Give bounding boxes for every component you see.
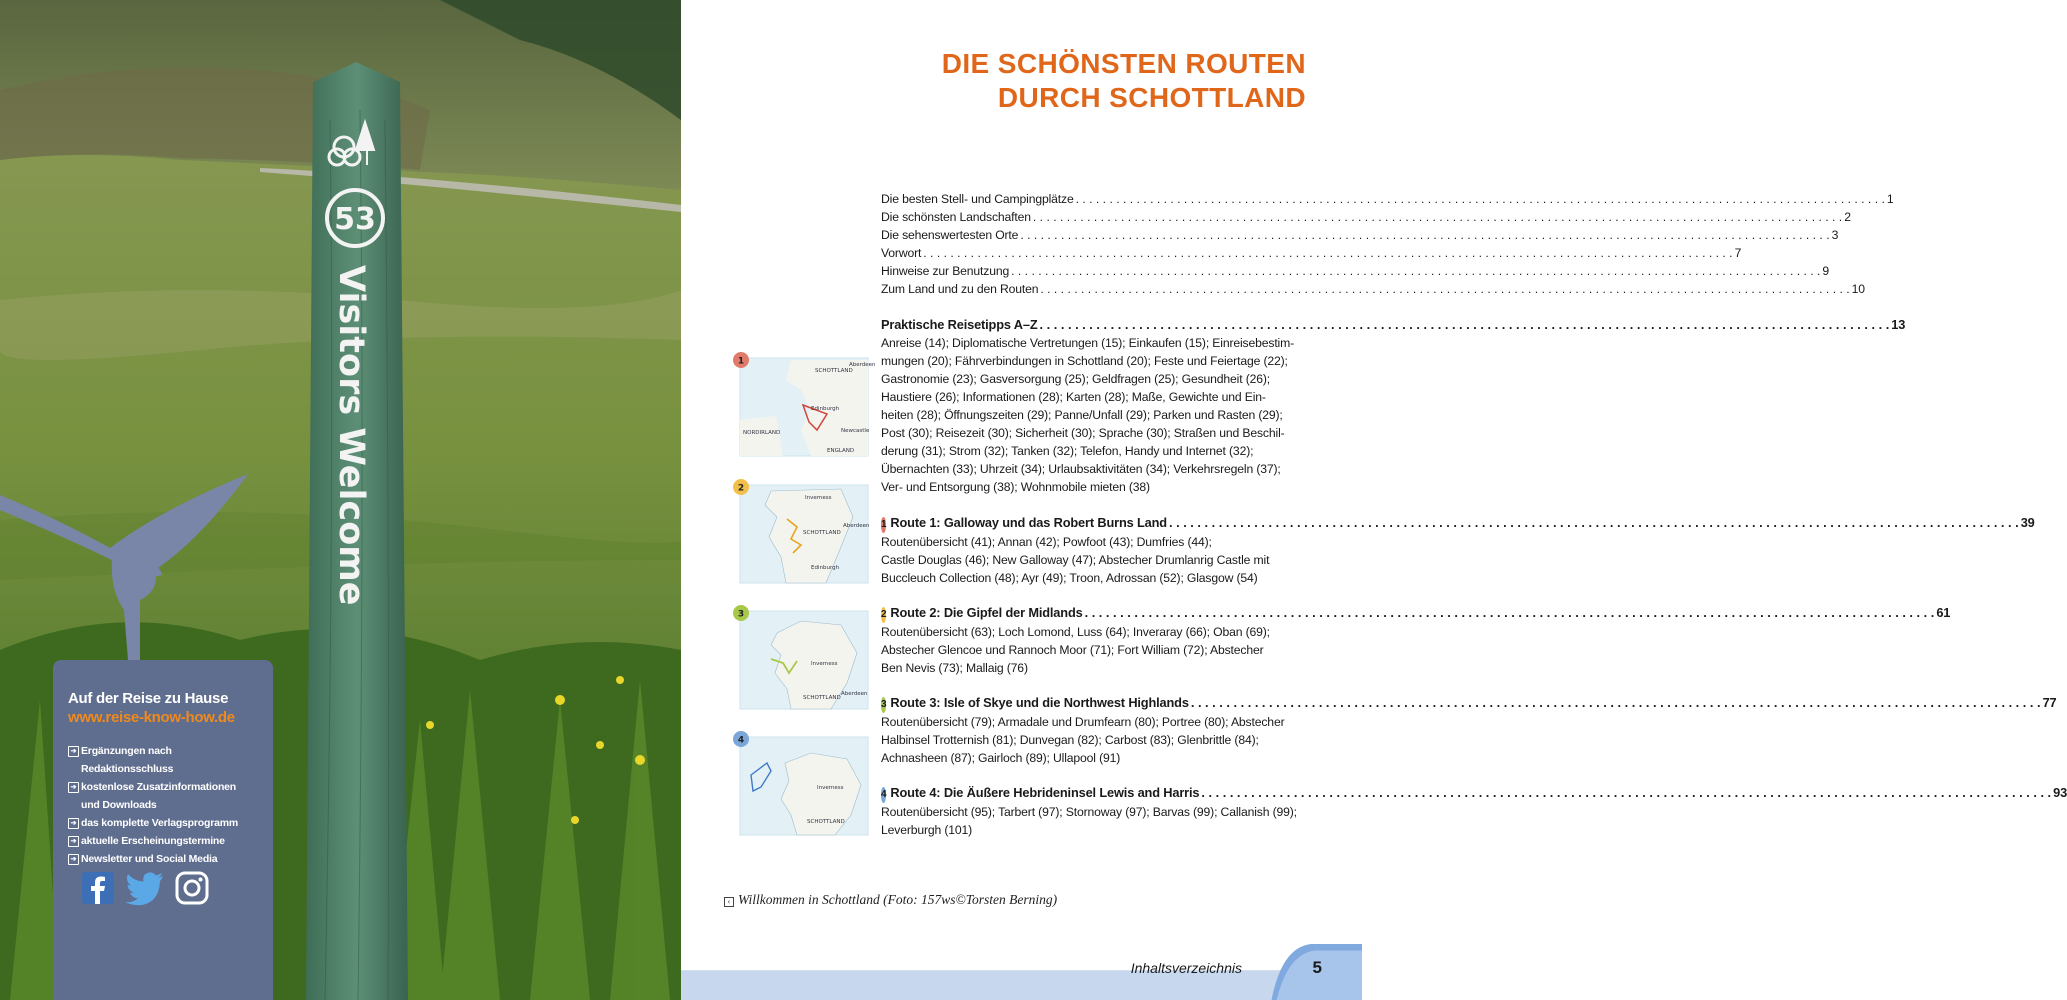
page-number: 5	[1312, 958, 1322, 977]
promo-item: ➔ das komplette Verlagsprogramm	[68, 814, 259, 832]
toc-entry-page: 2	[1844, 210, 1851, 224]
promo-url-link[interactable]: www.reise-know-how.de	[68, 709, 235, 726]
route-heading-label: Route 3: Isle of Skye und die Northwest Highlands	[890, 695, 1189, 710]
toc-detail-line: Routenübersicht (79); Armadale und Drumfearn (80); Portree (80); Abstecher	[881, 715, 1285, 729]
map-label: ENGLAND	[827, 448, 855, 454]
map-label: Edinburgh	[811, 565, 840, 571]
route-number-badge: 2	[881, 607, 886, 623]
toc-detail-line: Haustiere (26); Informationen (28); Karten (28); Maße, Gewichte und Ein-	[881, 390, 1266, 404]
footer-bar	[681, 944, 1362, 980]
toc-detail-line: Routenübersicht (63); Loch Lomond, Luss (64); Inveraray (66); Oban (69);	[881, 625, 1270, 639]
map-label: Inverness	[805, 495, 832, 501]
toc-entry[interactable]	[881, 244, 1742, 262]
toc-detail-line: Halbinsel Trotternish (81); Dunvegan (82); Carbost (83); Glenbrittle (84);	[881, 733, 1259, 747]
toc-entry-label: Die sehenswertesten Orte	[881, 228, 1019, 242]
toc-detail-line: Ben Nevis (73); Mallaig (76)	[881, 661, 1028, 675]
promo-item: und Downloads	[81, 799, 157, 811]
promo-item: ➔ kostenlose Zusatzinformationen	[68, 778, 259, 796]
footer-section-label: Inhaltsverzeichnis	[1130, 960, 1242, 976]
toc-entry[interactable]	[881, 280, 1865, 298]
twitter-icon[interactable]	[124, 870, 166, 906]
toc-route-1	[881, 514, 2035, 587]
map-label: Aberdeen	[849, 362, 876, 368]
map-label: Edinburgh	[811, 406, 840, 412]
route-number-badge: 4	[881, 787, 886, 803]
toc-detail-line: Buccleuch Collection (48); Ayr (49); Troon, Adrossan (52); Glasgow (54)	[881, 571, 1258, 585]
toc-heading-page: 13	[1891, 317, 1906, 332]
toc-entry-page: 7	[1734, 246, 1742, 260]
route-heading-page: 93	[2053, 785, 2067, 800]
map-label: NORDIRLAND	[743, 430, 781, 436]
toc-detail-line: Post (30); Reisezeit (30); Sicherheit (30); Sprache (30); Straßen und Beschil-	[881, 426, 1285, 440]
arrow-left-icon: ‹	[724, 897, 734, 907]
toc-detail-line: Leverburgh (101)	[881, 823, 973, 837]
route-map-3[interactable]	[731, 603, 871, 716]
route-heading-page: 61	[1936, 605, 1951, 620]
photo-caption	[724, 892, 1057, 908]
toc-tips	[881, 316, 1906, 496]
left-page-photo	[0, 0, 681, 1000]
toc-detail-line: Castle Douglas (46); New Galloway (47); Abstecher Drumlanrig Castle mit	[881, 553, 1270, 567]
page-title	[942, 47, 1306, 115]
map-label: Newcastle	[841, 428, 870, 434]
toc-entry[interactable]	[881, 262, 1830, 280]
promo-item: ➔ Ergänzungen nach Redaktionsschluss	[68, 742, 259, 778]
photo-caption-text: Willkommen in Schottland (Foto: 157ws©Torsten Berning)	[738, 892, 1058, 907]
map-label: Inverness	[811, 661, 838, 667]
promo-item: ➔ aktuelle Erscheinungstermine	[68, 832, 259, 850]
map-label: Aberdeen	[843, 523, 870, 529]
right-page-contents	[681, 0, 2067, 1000]
route-heading-label: Route 2: Die Gipfel der Midlands	[890, 605, 1083, 620]
route-heading-page: 39	[2020, 515, 2035, 530]
social-icons	[80, 870, 210, 906]
toc-heading-label: Praktische Reisetipps A–Z	[881, 317, 1038, 332]
toc-entry-label: Vorwort	[881, 246, 922, 260]
promo-title: Auf der Reise zu Hause	[68, 690, 229, 707]
toc-entry[interactable]	[881, 190, 1894, 208]
promo-item: ➔ Newsletter und Social Media	[68, 850, 259, 868]
toc-route-4	[881, 784, 2067, 839]
post-text: Visitors Welcome	[331, 265, 371, 606]
route-heading[interactable]	[881, 514, 2035, 533]
page-title-line: DIE SCHÖNSTEN ROUTEN	[941, 48, 1306, 79]
map-badge-number: 4	[737, 735, 745, 746]
toc-front-matter	[881, 190, 1894, 298]
toc-entry-page: 9	[1822, 264, 1830, 278]
map-label: SCHOTTLAND	[803, 530, 841, 536]
toc-detail-line: heiten (28); Öffnungszeiten (29); Panne/Unfall (29); Parken und Rasten (29);	[881, 408, 1283, 422]
toc-entry-page: 1	[1886, 192, 1894, 206]
route-map-2[interactable]	[731, 477, 871, 590]
toc-entry[interactable]	[881, 208, 1851, 226]
map-badge-number: 1	[737, 356, 745, 367]
map-label: Inverness	[817, 785, 844, 791]
toc-route-3	[881, 694, 2057, 767]
map-label: SCHOTTLAND	[815, 368, 853, 374]
map-badge-number: 2	[737, 483, 745, 494]
instagram-icon[interactable]	[174, 870, 210, 906]
toc-detail-line: Abstecher Glencoe und Rannoch Moor (71); Fort William (72); Abstecher	[881, 643, 1264, 657]
toc-section-heading[interactable]	[881, 316, 1906, 334]
toc-detail-line: Übernachten (33); Uhrzeit (34); Urlaubsaktivitäten (34); Verkehrsregeln (37);	[881, 462, 1281, 476]
route-heading[interactable]	[881, 604, 1951, 623]
toc-detail-line: derung (31); Strom (32); Tanken (32); Telefon, Handy und Internet (32);	[881, 444, 1254, 458]
toc-detail-line: mungen (20); Fährverbindungen in Schottland (20); Feste und Feiertage (22);	[881, 354, 1288, 368]
toc-detail-line: Ver- und Entsorgung (38); Wohnmobile mieten (38)	[881, 480, 1150, 494]
route-map-1[interactable]	[731, 350, 876, 463]
promo-list	[68, 742, 259, 868]
map-badge-number: 3	[737, 609, 745, 620]
route-heading-label: Route 1: Galloway und das Robert Burns Land	[890, 515, 1167, 530]
toc-entry-page: 10	[1851, 282, 1865, 296]
map-label: SCHOTTLAND	[807, 819, 845, 825]
facebook-icon[interactable]	[80, 870, 116, 906]
toc-entry-page: 3	[1831, 228, 1839, 242]
route-number-badge: 3	[881, 697, 886, 713]
toc-detail-line: Anreise (14); Diplomatische Vertretungen (15); Einkaufen (15); Einreisebestim-	[881, 336, 1295, 350]
post-number: 53	[334, 202, 376, 237]
route-heading-page: 77	[2042, 695, 2057, 710]
toc-detail-line: Routenübersicht (95); Tarbert (97); Stornoway (97); Barvas (99); Callanish (99);	[881, 805, 1297, 819]
route-map-4[interactable]	[731, 729, 871, 842]
toc-entry-label: Die besten Stell- und Campingplätze	[881, 192, 1074, 206]
route-heading[interactable]	[881, 694, 2057, 713]
toc-entry-label: Die schönsten Landschaften	[881, 210, 1031, 224]
map-label: SCHOTTLAND	[803, 695, 841, 701]
toc-detail-line: Achnasheen (87); Gairloch (89); Ullapool (91)	[881, 751, 1121, 765]
map-label: Aberdeen	[841, 691, 868, 697]
page-title-line: DURCH SCHOTTLAND	[997, 82, 1306, 113]
promo-box	[53, 660, 273, 1000]
toc-entry-label: Hinweise zur Benutzung	[881, 264, 1010, 278]
toc-route-2	[881, 604, 1951, 677]
toc-detail-line: Gastronomie (23); Gasversorgung (25); Geldfragen (25); Gesundheit (26);	[881, 372, 1271, 386]
route-heading-label: Route 4: Die Äußere Hebrideninsel Lewis and Harris	[890, 785, 1200, 800]
toc-detail-line: Routenübersicht (41); Annan (42); Powfoot (43); Dumfries (44);	[881, 535, 1212, 549]
toc-entry[interactable]	[881, 226, 1839, 244]
route-number-badge: 1	[881, 517, 886, 533]
route-heading[interactable]	[881, 784, 2067, 803]
toc-entry-label: Zum Land und zu den Routen	[881, 282, 1039, 296]
